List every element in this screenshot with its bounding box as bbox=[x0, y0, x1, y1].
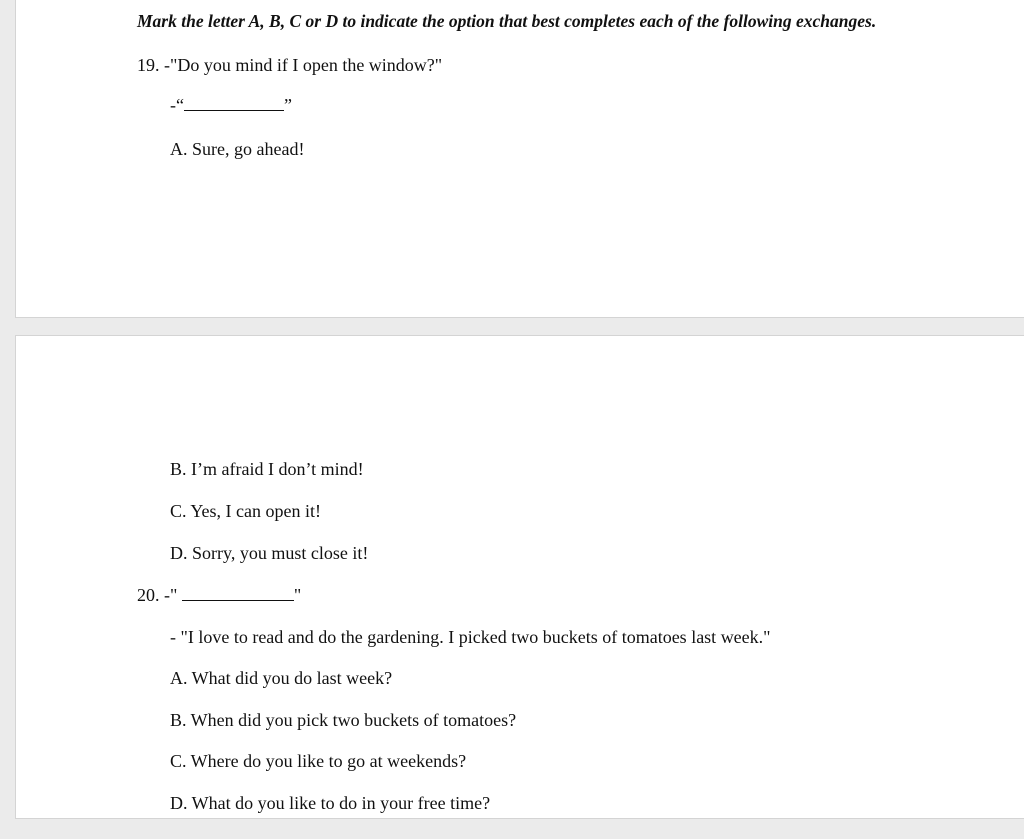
question-19-number: 19. bbox=[137, 55, 160, 75]
open-quote: -“ bbox=[170, 95, 184, 115]
question-20-response: - "I love to read and do the gardening. I picked two buckets of tomatoes last week." bbox=[170, 627, 771, 647]
close-quote: " bbox=[293, 585, 302, 605]
document-page-2 bbox=[15, 335, 1024, 819]
document-page-1 bbox=[15, 0, 1024, 318]
question-19-option-d: D. Sorry, you must close it! bbox=[170, 543, 369, 563]
answer-blank bbox=[184, 96, 284, 111]
question-20-option-a: A. What did you do last week? bbox=[170, 668, 393, 688]
question-20-prompt bbox=[137, 584, 301, 606]
answer-blank bbox=[182, 586, 294, 601]
question-20-option-c: C. Where do you like to go at weekends? bbox=[170, 751, 467, 771]
question-19-response-blank bbox=[170, 94, 292, 116]
question-19-option-b: B. I’m afraid I don’t mind! bbox=[170, 459, 364, 479]
question-19-option-a: A. Sure, go ahead! bbox=[170, 139, 305, 159]
close-quote: ” bbox=[283, 95, 292, 115]
question-19-option-c: C. Yes, I can open it! bbox=[170, 501, 321, 521]
question-20-option-d: D. What do you like to do in your free time? bbox=[170, 793, 491, 813]
open-quote: -" bbox=[164, 585, 178, 605]
question-19-text: -"Do you mind if I open the window?" bbox=[164, 55, 443, 75]
question-20-option-b: B. When did you pick two buckets of tomatoes? bbox=[170, 710, 517, 730]
instruction-text: Mark the letter A, B, C or D to indicate the option that best completes each of the following exchanges. bbox=[137, 11, 877, 31]
question-20-number: 20. bbox=[137, 585, 160, 605]
question-19-prompt bbox=[137, 54, 442, 76]
